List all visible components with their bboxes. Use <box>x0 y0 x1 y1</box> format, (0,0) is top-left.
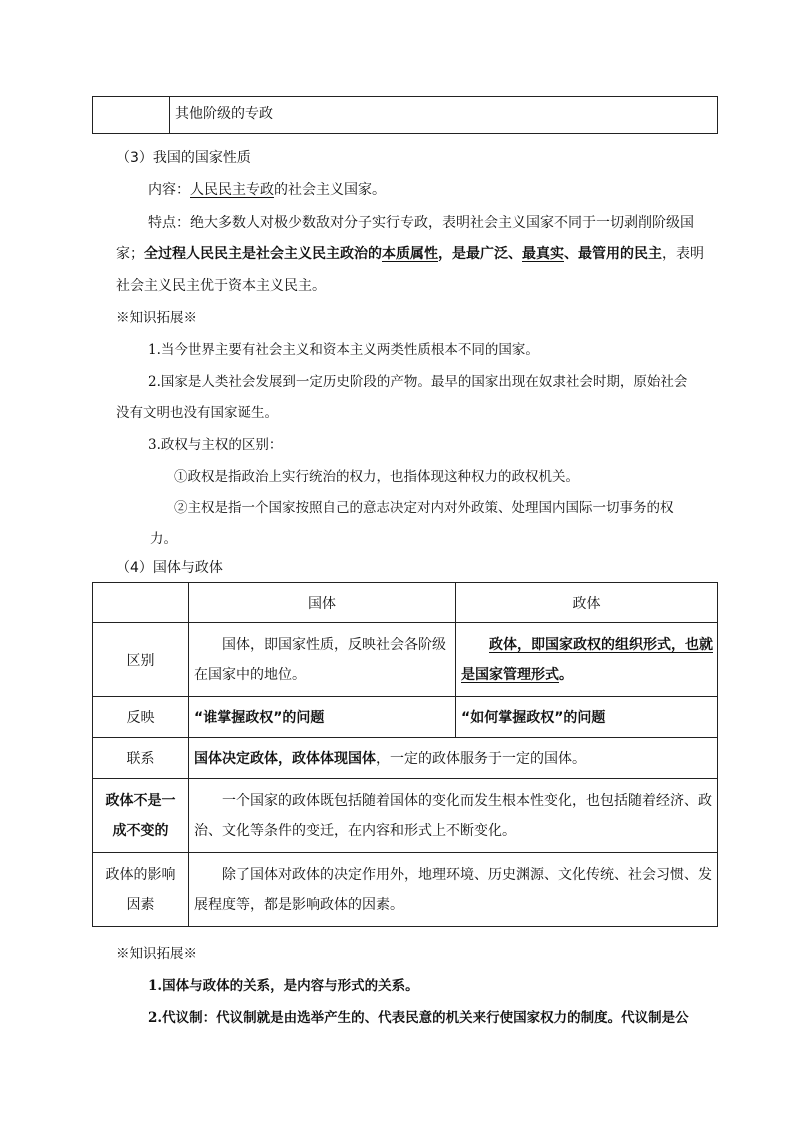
table-head-zhengti <box>456 583 718 623</box>
top-table-cell <box>170 97 718 134</box>
guoti-zhengti-table <box>92 582 718 927</box>
cell-not-fixed <box>189 779 718 853</box>
features-text: ，表明 <box>662 246 704 262</box>
section3-content <box>148 180 386 200</box>
cell-text: ，一定的政体服务于一定的国体。 <box>376 751 586 767</box>
ext1-item1: 1.当今世界主要有社会主义和资本主义两类性质根本不同的国家。 <box>148 342 539 358</box>
cell-bold-text: “谁掌握政权”的问题 <box>194 710 325 726</box>
ext1-item2-line1: 2.国家是人类社会发展到一定历史阶段的产物。最早的国家出现在奴隶社会时期，原始社会 <box>148 374 688 390</box>
row-label <box>93 853 189 927</box>
ext1-item3a: ①政权是指政治上实行统治的权力，也指体现这种权力的政权机关。 <box>174 469 579 485</box>
row-label <box>93 738 189 779</box>
features-bold: 、最管用的民主 <box>564 246 662 262</box>
ext1-item3b-line2: 力。 <box>150 531 177 547</box>
head-guoti-text: 国体 <box>308 595 336 612</box>
cell-bold-underline: 是国家管理形式 <box>461 666 559 683</box>
features-line2 <box>116 244 704 264</box>
cell-guoti-reflect <box>189 697 456 738</box>
features-line1: 特点：绝大多数人对极少数敌对分子实行专政，表明社会主义国家不同于一切剥削阶级国 <box>148 215 694 231</box>
cell-bold-text: 。 <box>559 666 573 683</box>
top-table <box>92 96 718 134</box>
cell-bold-text: “如何掌握政权”的问题 <box>461 710 606 726</box>
table-row-not-fixed <box>93 779 718 853</box>
ext1-item3: 3.政权与主权的区别： <box>148 437 283 453</box>
row-label <box>93 779 189 853</box>
row-label-text: 反映 <box>126 710 155 726</box>
content-value: 人民民主专政 <box>190 182 274 198</box>
cell-factors <box>189 853 718 927</box>
row-label <box>93 623 189 697</box>
row-label-text: 区别 <box>126 652 155 669</box>
cell-zhengti-difference <box>456 623 718 697</box>
top-table-cell-text: 其他阶级的专政 <box>175 106 273 122</box>
cell-text: 展程度等，都是影响政体的因素。 <box>194 896 404 913</box>
top-table-empty-cell <box>93 97 170 134</box>
row-label-text: 成不变的 <box>112 822 169 839</box>
table-row-relation <box>93 738 718 779</box>
table-head-guoti <box>189 583 456 623</box>
ext1-item3b-line1: ②主权是指一个国家按照自己的意志决定对内对外政策、处理国内国际一切事务的权 <box>174 500 674 516</box>
section4-heading: （4）国体与政体 <box>116 560 223 576</box>
ext2-title: ※知识拓展※ <box>116 946 197 962</box>
cell-text: 在国家中的地位。 <box>194 666 306 683</box>
row-label-text: 因素 <box>126 896 155 913</box>
features-bold-underline: 最真实 <box>522 246 564 262</box>
cell-text: 国体，即国家性质，反映社会各阶级 <box>222 636 446 653</box>
ext2-item2: 2.代议制：代议制就是由选举产生的、代表民意的机关来行使国家权力的制度。代议制是公 <box>148 1010 689 1026</box>
features-text: 家； <box>116 246 144 262</box>
row-label-text: 政体不是一 <box>105 792 176 809</box>
cell-relation <box>189 738 718 779</box>
features-bold: 全过程人民民主是社会主义民主政治的 <box>144 246 382 262</box>
row-label-text: 联系 <box>126 751 155 767</box>
head-zhengti-text: 政体 <box>572 595 601 612</box>
table-row-reflect <box>93 697 718 738</box>
cell-zhengti-reflect <box>456 697 718 738</box>
content-label: 内容： <box>148 182 190 198</box>
table-row-factors <box>93 853 718 927</box>
cell-text: 治、文化等条件的变迁，在内容和形式上不断变化。 <box>194 822 516 839</box>
ext2-item1: 1.国体与政体的关系，是内容与形式的关系。 <box>148 978 419 994</box>
cell-guoti-difference <box>189 623 456 697</box>
cell-text: 除了国体对政体的决定作用外，地理环境、历史渊源、文化传统、社会习惯、发 <box>222 866 712 883</box>
ext1-title: ※知识拓展※ <box>116 310 197 326</box>
content-rest: 的社会主义国家。 <box>274 182 386 198</box>
section3-heading: （3）我国的国家性质 <box>116 150 251 166</box>
cell-bold-text: 政体，即国家政权的组织形式，也就 <box>489 636 713 653</box>
row-label-text: 政体的影响 <box>105 866 176 883</box>
features-line3: 社会主义民主优于资本主义民主。 <box>116 278 326 294</box>
cell-bold-text: 国体决定政体，政体体现国体 <box>194 751 376 767</box>
row-label <box>93 697 189 738</box>
features-bold: ，是最广泛、 <box>438 246 522 262</box>
table-row-difference <box>93 623 718 697</box>
cell-text: 一个国家的政体既包括随着国体的变化而发生根本性变化，也包括随着经济、政 <box>222 792 712 809</box>
table-head-empty <box>93 583 189 623</box>
ext1-item2-line2: 没有文明也没有国家诞生。 <box>116 405 278 421</box>
features-bold-underline: 本质属性 <box>382 246 438 262</box>
